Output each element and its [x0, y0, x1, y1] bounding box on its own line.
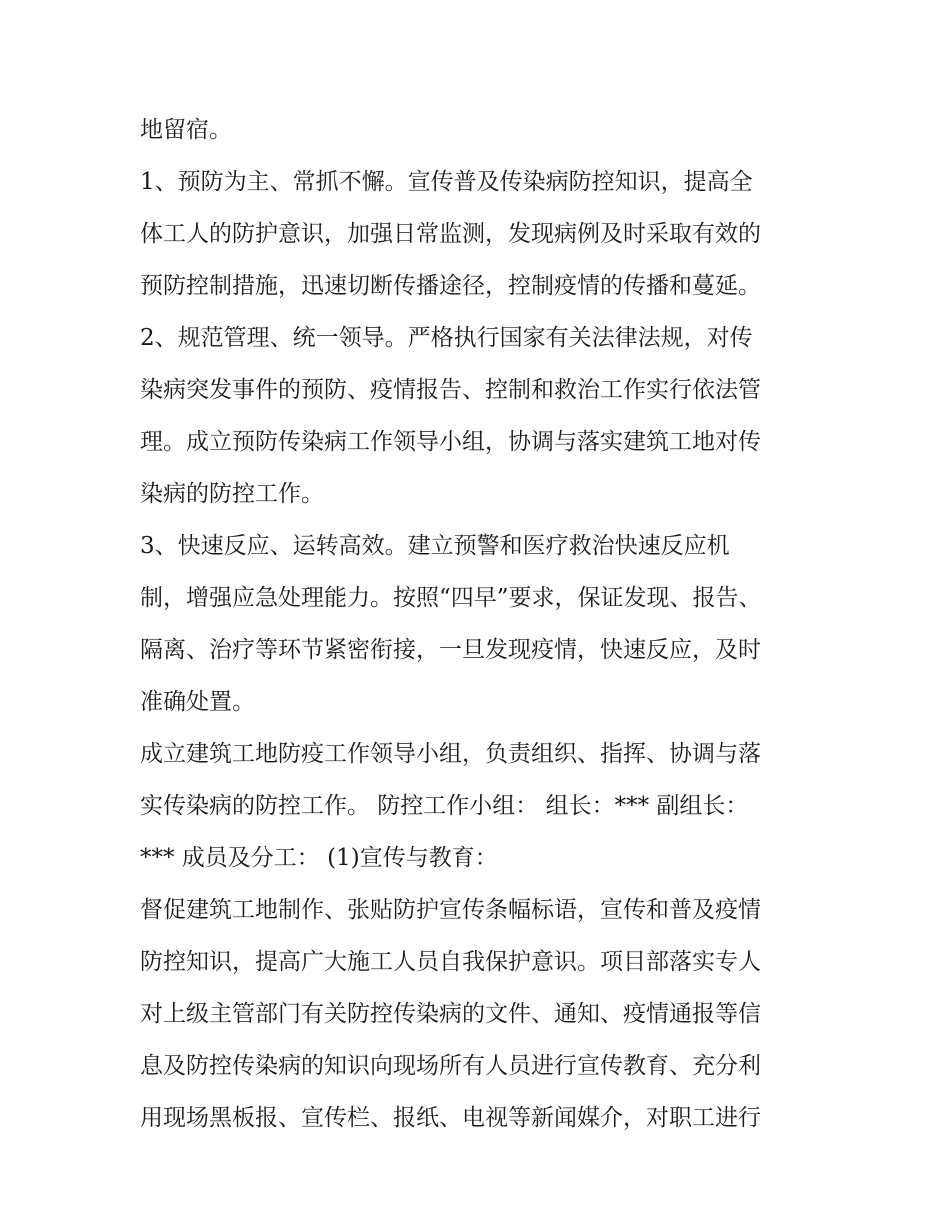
text-line: 体工人的防护意识，加强日常监测，发现病例及时采取有效的	[140, 221, 761, 247]
text-line: 对上级主管部门有关防控传染病的文件、通知、疫情通报等信	[140, 1001, 761, 1027]
text-line: 地留宿。	[140, 117, 232, 143]
text-line: 实传染病的防控工作。 防控工作小组： 组长：*** 副组长：	[140, 793, 749, 819]
text-line: *** 成员及分工： (1)宣传与教育：	[140, 845, 498, 871]
text-line: 成立建筑工地防疫工作领导小组，负责组织、指挥、协调与落	[140, 741, 761, 767]
text-line: 预防控制措施，迅速切断传播途径，控制疫情的传播和蔓延。	[140, 273, 761, 299]
text-line: 2、规范管理、统一领导。严格执行国家有关法律法规，对传	[140, 325, 753, 351]
text-line: 防控知识，提高广大施工人员自我保护意识。项目部落实专人	[140, 949, 761, 975]
text-line: 准确处置。	[140, 689, 255, 715]
text-line: 3、快速反应、运转高效。建立预警和医疗救治快速反应机	[140, 533, 730, 559]
text-line: 隔离、治疗等环节紧密衔接，一旦发现疫情，快速反应，及时	[140, 637, 761, 663]
text-line: 染病突发事件的预防、疫情报告、控制和救治工作实行依法管	[140, 377, 761, 403]
document-body	[140, 104, 830, 1144]
text-line: 督促建筑工地制作、张贴防护宣传条幅标语，宣传和普及疫情	[140, 897, 761, 923]
text-line: 息及防控传染病的知识向现场所有人员进行宣传教育、充分利	[140, 1053, 761, 1079]
text-line: 理。成立预防传染病工作领导小组，协调与落实建筑工地对传	[140, 429, 761, 455]
text-line: 1、预防为主、常抓不懈。宣传普及传染病防控知识，提高全	[140, 169, 753, 195]
text-line: 用现场黑板报、宣传栏、报纸、电视等新闻媒介，对职工进行	[140, 1105, 761, 1131]
text-line: 制，增强应急处理能力。按照“四早”要求，保证发现、报告、	[140, 585, 762, 611]
text-line: 染病的防控工作。	[140, 481, 324, 507]
